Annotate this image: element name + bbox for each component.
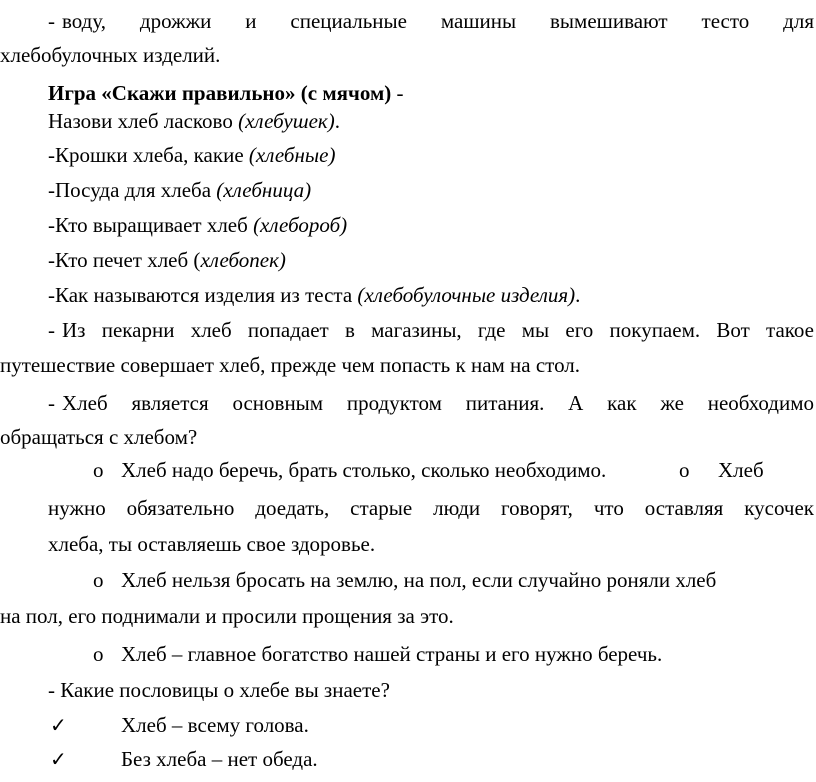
game-item-answer: (хлебороб) (253, 213, 348, 237)
game-item-answer: хлебопек) (200, 248, 286, 272)
bullet-marker-icon: o (679, 458, 690, 482)
game-item-prompt: -Кто выращивает хлеб (48, 213, 254, 237)
bullet-2-line-2-text: нужно обязательно доедать, старые люди говорят, что оставляя кусочек (48, 496, 814, 520)
game-item (48, 212, 347, 238)
game-item-suffix: . (334, 109, 340, 133)
bullet-3-line-1: Хлеб нельзя бросать на землю, на пол, если случайно роняли хлеб (121, 568, 717, 592)
intro-line-2: хлебобулочных изделий. (0, 43, 221, 67)
intro-dash: - (48, 9, 55, 33)
bullet-3-line-2: на пол, его поднимали и просили прощения за это. (0, 604, 454, 628)
game-item-prompt: -Как называются изделия из теста (48, 283, 358, 307)
game-item (48, 282, 580, 308)
game-item-suffix: . (575, 283, 581, 307)
game-title-suffix: - (391, 81, 404, 105)
game-item-prompt: -Посуда для хлеба (48, 178, 217, 202)
bullet-4-text: Хлеб – главное богатство нашей страны и его нужно беречь. (121, 642, 663, 666)
paragraph-2-line-2: обращаться с хлебом? (0, 425, 198, 449)
intro-line-1 (62, 8, 814, 34)
intro-line-1-text: воду, дрожжи и специальные машины вымешивают тесто для (62, 9, 814, 33)
bullet-marker-icon: o (93, 458, 104, 482)
proverb-item: Хлеб – всему голова. (121, 713, 309, 737)
game-item-prompt: -Кто печет хлеб ( (48, 248, 201, 272)
bullet-1-text: Хлеб надо беречь, брать столько, сколько необходимо. (121, 458, 607, 482)
game-item-prompt: -Крошки хлеба, какие (48, 143, 249, 167)
proverb-item: Без хлеба – нет обеда. (121, 747, 318, 771)
paragraph-1-line-2: путешествие совершает хлеб, прежде чем попасть к нам на стол. (0, 353, 581, 377)
paragraph-1-line-1 (62, 317, 814, 343)
paragraph-2-line-1-text: Хлеб является основным продуктом питания. А как же необходимо (62, 391, 814, 415)
paragraph-dash: - (48, 318, 55, 342)
bullet-2-line-2 (48, 495, 814, 521)
paragraph-2-line-1 (62, 390, 814, 416)
game-item (48, 108, 340, 134)
game-item-answer: (хлебница) (216, 178, 312, 202)
game-item (48, 247, 286, 273)
game-item-answer: (хлебушек) (238, 109, 335, 133)
bullet-marker-icon: o (93, 568, 104, 592)
game-item (48, 177, 311, 203)
bullet-2-start: Хлеб (718, 458, 764, 482)
bullet-marker-icon: o (93, 642, 104, 666)
game-title: Игра «Скажи правильно» (с мячом) (48, 81, 392, 105)
paragraph-1-line-1-text: Из пекарни хлеб попадает в магазины, где мы его покупаем. Вот такое (62, 318, 814, 342)
game-heading (48, 80, 404, 106)
checkmark-icon: ✓ (50, 713, 67, 737)
game-item-prompt: Назови хлеб ласково (48, 109, 239, 133)
paragraph-dash: - (48, 391, 55, 415)
checkmark-icon: ✓ (50, 747, 67, 771)
game-item (48, 142, 335, 168)
bullet-2-line-3: хлеба, ты оставляешь свое здоровье. (48, 532, 376, 556)
game-item-answer: (хлебобулочные изделия) (357, 283, 576, 307)
proverbs-question: - Какие пословицы о хлебе вы знаете? (48, 678, 390, 702)
game-item-answer: (хлебные) (248, 143, 336, 167)
